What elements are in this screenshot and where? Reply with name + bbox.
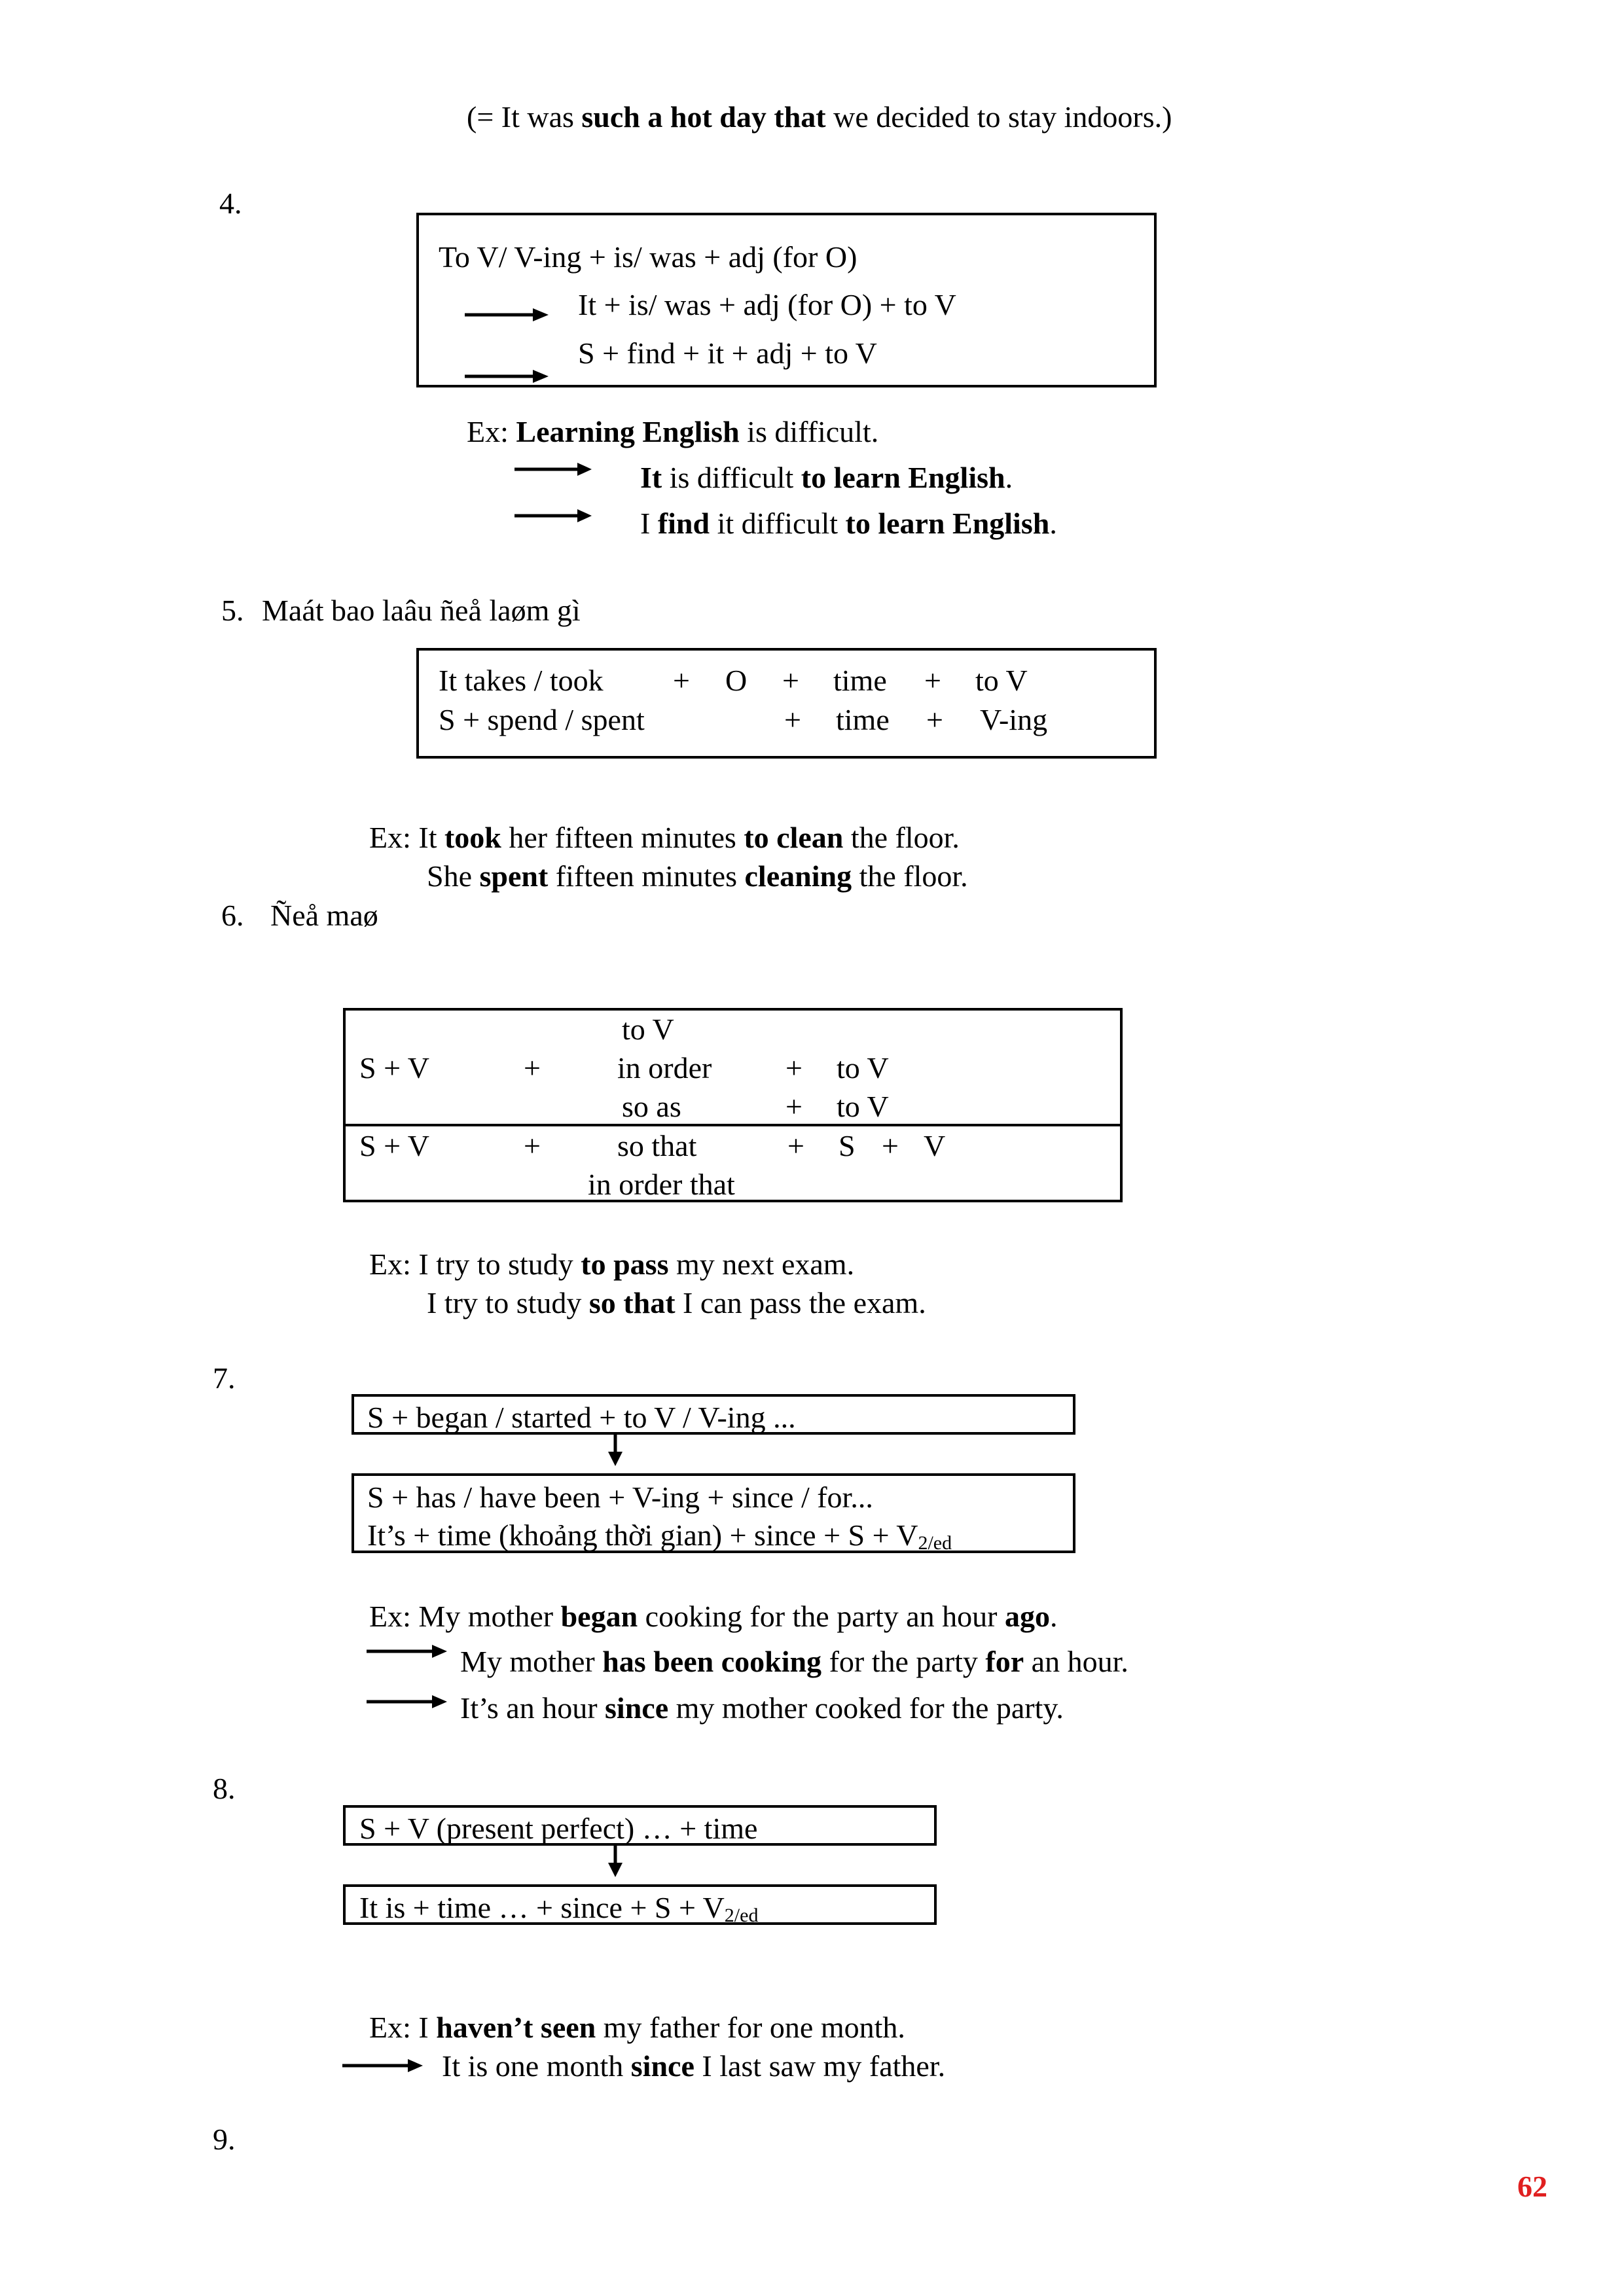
ex-prefix: I try to study [427, 1286, 589, 1319]
formula-text: It’s + time (khoảng thời gian) + since + S + V [367, 1518, 918, 1552]
section-5-example-2 [427, 861, 968, 891]
section-4-example-2 [640, 463, 1013, 493]
section-6-title: Ñeå maø [270, 899, 378, 932]
section-8-example-1 [369, 2013, 905, 2043]
ex-prefix: She [427, 859, 480, 893]
ex-end: the floor. [852, 859, 968, 893]
s6-a-inorder: in order [617, 1051, 712, 1085]
s5-r1c4: + [782, 664, 799, 697]
section-7-box-1-text: S + began / started + to V / V-ing ... [367, 1401, 796, 1434]
arrow-right-icon [465, 367, 550, 386]
ex-prefix: It’s an hour [460, 1691, 605, 1725]
s5-r2c4: + [784, 703, 801, 736]
s6-b-sv: S + V [359, 1129, 429, 1162]
ex-bold: haven’t seen [436, 2011, 596, 2044]
s5-r1c7: to V [975, 664, 1028, 697]
section-7-example-3 [460, 1693, 1064, 1723]
s6-a-tov: to V [622, 1013, 674, 1046]
section-4-example-1 [467, 417, 878, 447]
ex-prefix: Ex: My mother [369, 1600, 561, 1633]
ex-bold-1: It [640, 461, 662, 494]
arrow-right-icon [367, 1641, 448, 1661]
ex-prefix: Ex: I try to study [369, 1247, 581, 1281]
section-7-example-1 [369, 1602, 1057, 1632]
s5-r1c5: time [833, 664, 887, 697]
ex-mid: is difficult [662, 461, 801, 494]
section-6-number: 6. [221, 899, 244, 932]
ex-end: I last saw my father. [694, 2049, 946, 2083]
ex-bold-2: ago [1004, 1600, 1050, 1633]
ex-mid: fifteen minutes [548, 859, 745, 893]
ex-end: . [1049, 507, 1057, 540]
section-4-example-3 [640, 509, 1057, 539]
ex-bold-2: cleaning [744, 859, 852, 893]
s6-a-sv: S + V [359, 1051, 429, 1085]
ex-end: . [1005, 461, 1013, 494]
ex-prefix: My mother [460, 1645, 603, 1678]
ex-prefix: It is one month [442, 2049, 631, 2083]
top-line-bold: such a hot day that [581, 100, 826, 134]
top-line-prefix: (= It was [467, 100, 582, 134]
section-5-number: 5. [221, 594, 244, 627]
ex-mid: cooking for the party an hour [638, 1600, 1005, 1633]
ex-bold: so that [588, 1286, 676, 1319]
ex-bold-1: find [657, 507, 710, 540]
ex-prefix: Ex: It [369, 821, 444, 854]
section-6-divider [343, 1124, 1123, 1126]
ex-start: I [640, 507, 658, 540]
ex-bold-2: to clean [744, 821, 844, 854]
section-5-example-1 [369, 823, 960, 853]
ex-end: my mother cooked for the party. [668, 1691, 1064, 1725]
arrow-down-icon [605, 1846, 625, 1878]
s6-b-plus2: + [787, 1129, 804, 1162]
ex-bold-2: to learn English [801, 461, 1005, 494]
ex-bold: Learning English [516, 415, 740, 448]
ex-prefix: Ex: I [369, 2011, 437, 2044]
s6-b-s: S [839, 1129, 856, 1162]
section-7-number: 7. [213, 1361, 236, 1395]
ex-mid: it difficult [710, 507, 846, 540]
s6-b-inorderthat: in order that [588, 1168, 735, 1201]
section-4-box-line-2: It + is/ was + adj (for O) + to V [578, 288, 956, 321]
ex-bold-2: to learn English [845, 507, 1050, 540]
ex-mid: for the party [821, 1645, 986, 1678]
section-8-box-1-text: S + V (present perfect) … + time [359, 1812, 758, 1845]
ex-end: my father for one month. [596, 2011, 905, 2044]
section-8-example-2 [442, 2051, 945, 2081]
s6-a-soas: so as [622, 1090, 681, 1123]
s6-a-tov3: to V [837, 1090, 889, 1123]
ex-prefix: Ex: [467, 415, 516, 448]
arrow-right-icon [465, 305, 550, 325]
s5-r2c6: + [926, 703, 943, 736]
ex-end: I can pass the exam. [675, 1286, 926, 1319]
ex-end: the floor. [843, 821, 960, 854]
section-6-example-1 [369, 1249, 854, 1280]
top-line [467, 102, 1172, 132]
ex-bold-1: has been cooking [602, 1645, 822, 1678]
section-7-box-2-line-1: S + has / have been + V-ing + since / for... [367, 1480, 873, 1514]
section-4-box-line-3: S + find + it + adj + to V [578, 336, 877, 370]
subscript: 2/ed [918, 1532, 952, 1554]
s6-b-plus3: + [882, 1129, 899, 1162]
ex-end: my next exam. [668, 1247, 855, 1281]
s6-a-tov2: to V [837, 1051, 889, 1085]
ex-bold: since [605, 1691, 669, 1725]
page-number: 62 [1517, 2170, 1547, 2203]
s6-b-plus1: + [524, 1129, 541, 1162]
arrow-down-icon [605, 1435, 625, 1467]
ex-bold-1: spent [479, 859, 549, 893]
section-5-title: Maát bao laâu ñeå laøm gì [262, 594, 581, 627]
ex-bold: to pass [581, 1247, 669, 1281]
ex-bold-2: for [985, 1645, 1024, 1678]
s6-a-plus2: + [785, 1051, 803, 1085]
s6-b-sothat: so that [617, 1129, 697, 1162]
s6-b-v: V [924, 1129, 946, 1162]
arrow-right-icon [342, 2056, 424, 2075]
ex-end: . [1049, 1600, 1058, 1633]
formula-text: It is + time … + since + S + V [359, 1891, 725, 1924]
subscript: 2/ed [724, 1905, 759, 1926]
ex-bold-1: took [444, 821, 501, 854]
ex-mid: her fifteen minutes [501, 821, 744, 854]
ex-bold: since [630, 2049, 695, 2083]
s6-a-plus1: + [524, 1051, 541, 1085]
s5-r1c6: + [924, 664, 941, 697]
s5-r2c5: time [836, 703, 890, 736]
section-7-example-2 [460, 1647, 1128, 1677]
section-4-box-line-1: To V/ V-ing + is/ was + adj (for O) [439, 240, 857, 274]
arrow-right-icon [514, 506, 593, 526]
s5-r2c1: S + spend / spent [439, 703, 645, 736]
s5-r1c3: O [725, 664, 748, 697]
s5-r2c7: V-ing [980, 703, 1048, 736]
s6-a-plus3: + [785, 1090, 803, 1123]
top-line-suffix: we decided to stay indoors.) [825, 100, 1172, 134]
section-8-number: 8. [213, 1772, 236, 1805]
section-8-box-2-text [359, 1893, 758, 1926]
ex-end: an hour. [1024, 1645, 1128, 1678]
s5-r1c2: + [673, 664, 690, 697]
ex-bold-1: began [560, 1600, 638, 1633]
section-9-number: 9. [213, 2123, 236, 2156]
arrow-right-icon [514, 459, 593, 479]
arrow-right-icon [367, 1692, 448, 1712]
s5-r1c1: It takes / took [439, 664, 604, 697]
section-7-box-2-line-2 [367, 1520, 952, 1553]
ex-suffix: is difficult. [739, 415, 879, 448]
section-4-number: 4. [219, 187, 242, 220]
section-6-example-2 [427, 1288, 926, 1318]
